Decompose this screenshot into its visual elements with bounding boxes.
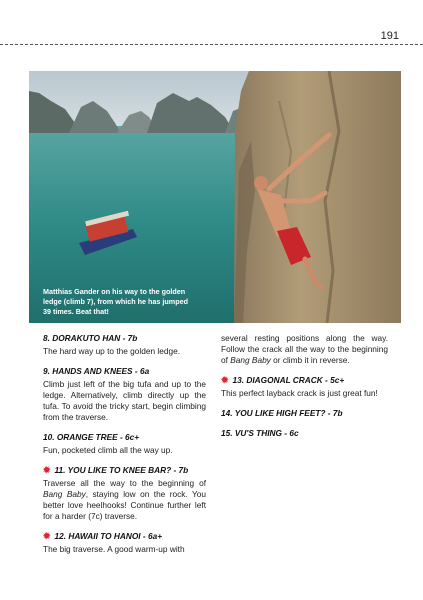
route-description-text: , staying low on the rock. You better love heelhooks! Continue further left for a harder (7c) traverse. [43, 489, 207, 521]
route-description [43, 478, 206, 522]
route-title: 15. VU'S THING - 6c [221, 428, 299, 438]
route-description: Climb just left of the big tufa and up to the ledge. Alternatively, climb directly up the tufa. To avoid the tricky start, begin climbing from the traverse. [43, 379, 206, 422]
photo-illustration [29, 71, 401, 323]
route-description-text: several resting positions along the way. Follow the crack all the way to the beginning of [221, 333, 388, 365]
right-column [221, 333, 388, 448]
route-description: The big traverse. A good warm-up with [43, 544, 185, 554]
route-description-text: Traverse all the way to the beginning of [43, 478, 206, 488]
route-12-continued [221, 333, 388, 366]
star-icon: ✹ [221, 375, 229, 385]
route-title-row [43, 465, 206, 476]
route-title: 12. HAWAII TO HANOI - 6a+ [54, 531, 163, 541]
route-title-row [221, 375, 388, 386]
route-8 [43, 333, 206, 357]
route-title: 10. ORANGE TREE - 6c+ [43, 432, 140, 442]
page-number: 191 [380, 30, 399, 42]
route-reference: Bang Baby [230, 355, 271, 365]
route-11 [43, 465, 206, 522]
route-description: This perfect layback crack is just great fun! [221, 388, 378, 398]
star-icon: ✹ [43, 465, 51, 475]
route-12 [43, 531, 206, 555]
header-divider [0, 44, 423, 45]
route-title: 14. YOU LIKE HIGH FEET? - 7b [221, 408, 343, 418]
route-title: 11. YOU LIKE TO KNEE BAR? - 7b [54, 465, 189, 475]
route-14 [221, 408, 388, 419]
route-13 [221, 375, 388, 399]
route-reference: Bang Baby [43, 489, 86, 499]
route-title: 13. DIAGONAL CRACK - 5c+ [232, 375, 345, 385]
route-description: Fun, pocketed climb all the way up. [43, 445, 173, 455]
route-description-text: or climb it in reverse. [270, 355, 350, 365]
left-column [43, 333, 206, 564]
route-title: 9. HANDS AND KNEES - 6a [43, 366, 150, 376]
route-title-row [43, 531, 206, 542]
route-10 [43, 432, 206, 456]
photo-caption: Matthias Gander on his way to the golden ledge (climb 7), from which he has jumped 39 times. Beat that! [43, 287, 188, 316]
climbing-photo [29, 71, 401, 323]
route-description: The hard way up to the golden ledge. [43, 346, 180, 356]
route-description [221, 333, 388, 366]
route-title: 8. DORAKUTO HAN - 7b [43, 333, 138, 343]
route-9 [43, 366, 206, 423]
star-icon: ✹ [43, 531, 51, 541]
route-15 [221, 428, 388, 439]
